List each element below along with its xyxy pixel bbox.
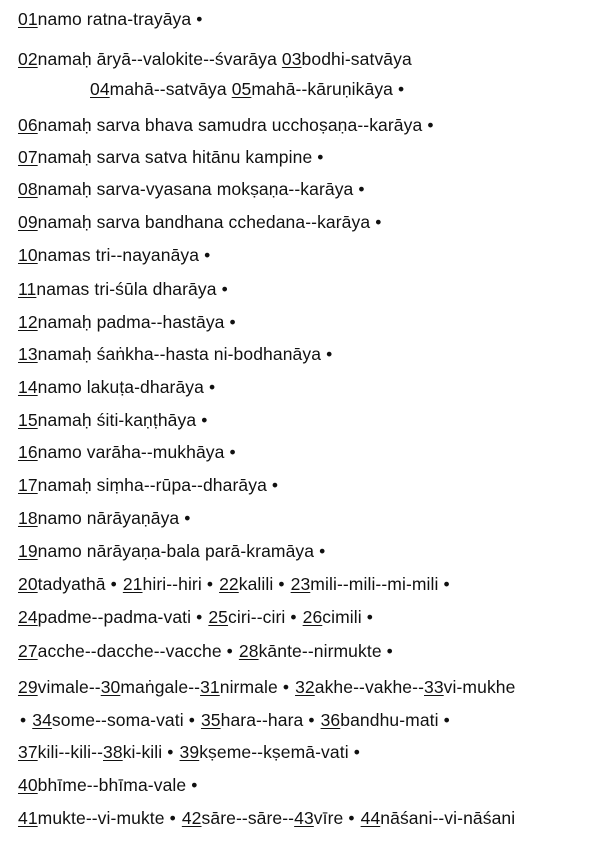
verse-text: mahā--kāruṇikāya: [251, 79, 394, 99]
verse-number: 21: [122, 574, 143, 594]
separator-dot: •: [204, 245, 211, 265]
verse-number: 38: [103, 742, 123, 762]
separator-dot: •: [206, 574, 214, 594]
verse-number: 25: [208, 607, 229, 627]
verse-text: mili--mili--mi-mili: [310, 574, 439, 594]
verse-line: [18, 709, 451, 731]
verse-number: 11: [18, 279, 37, 299]
verse-text: namo ratna-trayāya: [37, 9, 192, 29]
separator-dot: •: [443, 574, 450, 594]
verse-line: [18, 807, 515, 829]
verse-number: 26: [302, 607, 323, 627]
verse-number: 31: [200, 677, 220, 697]
verse-text: mahā--satvāya: [109, 79, 232, 99]
separator-dot: •: [229, 312, 236, 332]
verse-text: maṅgale--: [120, 677, 201, 697]
verse-number: 17: [18, 475, 38, 495]
separator-dot: •: [308, 710, 315, 730]
verse-line: [18, 441, 237, 463]
verse-line: [18, 640, 394, 662]
verse-text: vi-mukhe: [443, 677, 516, 697]
verse-number: 12: [18, 312, 38, 332]
verse-text: namo varāha--mukhāya: [37, 442, 225, 462]
verse-number: 19: [18, 541, 38, 561]
verse-number: 34: [32, 710, 52, 730]
verse-text: cimili: [322, 607, 362, 627]
separator-dot: •: [375, 212, 382, 232]
verse-text: namo lakuṭa-dharāya: [37, 377, 204, 397]
separator-dot: •: [110, 574, 117, 594]
verse-number: 44: [360, 808, 381, 828]
verse-text: namaḥ sarva-vyasana mokṣaṇa--karāya: [37, 179, 354, 199]
verse-text: namaḥ āryā--valokite--śvarāya: [37, 49, 282, 69]
separator-dot: •: [208, 377, 216, 397]
verse-text: akhe--vakhe--: [314, 677, 424, 697]
verse-text: bhīme--bhīma-vale: [37, 775, 187, 795]
verse-text: sāre--sāre--: [201, 808, 295, 828]
separator-dot: •: [229, 442, 236, 462]
verse-number: 30: [100, 677, 121, 697]
separator-dot: •: [282, 677, 290, 697]
verse-line: [18, 8, 203, 30]
separator-dot: •: [169, 808, 176, 828]
verse-text: hiri--hiri: [142, 574, 202, 594]
verse-line: [18, 606, 374, 628]
verse-number: 05: [231, 79, 252, 99]
verse-number: 08: [18, 179, 38, 199]
separator-dot: •: [226, 641, 233, 661]
verse-text: namaḥ siṃha--rūpa--dharāya: [37, 475, 267, 495]
verse-line: [18, 343, 333, 365]
verse-number: 09: [18, 212, 38, 232]
verse-number: 33: [424, 677, 444, 697]
separator-dot: •: [278, 574, 285, 594]
verse-text: namaḥ śiti-kaṇṭhāya: [37, 410, 197, 430]
verse-line: [18, 409, 208, 431]
verse-text: namo nārāyaṇa-bala parā-kramāya: [37, 541, 315, 561]
verse-line: [18, 573, 451, 595]
verse-line: [18, 376, 216, 398]
verse-number: 41: [18, 808, 38, 828]
verse-number: 29: [18, 677, 38, 697]
verse-line: [18, 114, 435, 136]
verse-number: 23: [290, 574, 311, 594]
verse-text: nirmale: [219, 677, 278, 697]
verse-number: 37: [18, 742, 38, 762]
verse-text: ki-kili: [122, 742, 163, 762]
separator-dot: •: [353, 742, 360, 762]
verse-line: [18, 774, 198, 796]
separator-dot: •: [196, 607, 203, 627]
verse-number: 27: [18, 641, 38, 661]
verse-number: 36: [320, 710, 341, 730]
verse-number: 07: [18, 147, 38, 167]
separator-dot: •: [443, 710, 450, 730]
verse-number: 32: [295, 677, 315, 697]
verse-line: [18, 146, 325, 168]
verse-number: 04: [90, 79, 110, 99]
separator-dot: •: [184, 508, 191, 528]
separator-dot: •: [427, 115, 434, 135]
verse-line: [18, 244, 211, 266]
verse-text: vīre: [313, 808, 344, 828]
verse-number: 42: [181, 808, 202, 828]
verse-number: 10: [18, 245, 38, 265]
separator-dot: •: [271, 475, 279, 495]
verse-line: [18, 211, 382, 233]
verse-text: kili--kili--: [37, 742, 104, 762]
verse-number: 13: [18, 344, 38, 364]
verse-text: kānte--nirmukte: [258, 641, 382, 661]
separator-dot: •: [386, 641, 393, 661]
verse-number: 22: [219, 574, 239, 594]
verse-text: tadyathā: [37, 574, 106, 594]
separator-dot: •: [188, 710, 195, 730]
verse-text: padme--padma-vati: [37, 607, 192, 627]
separator-dot: •: [366, 607, 374, 627]
verse-text: mukte--vi-mukte: [37, 808, 165, 828]
verse-number: 16: [18, 442, 38, 462]
verse-number: 43: [294, 808, 314, 828]
separator-dot: •: [191, 775, 198, 795]
verse-text: namas tri--nayanāya: [37, 245, 200, 265]
separator-dot: •: [167, 742, 174, 762]
verse-number: 24: [18, 607, 38, 627]
separator-dot: •: [317, 147, 324, 167]
verse-line: [90, 78, 405, 100]
separator-dot: •: [20, 710, 27, 730]
separator-dot: •: [201, 410, 208, 430]
verse-number: 40: [18, 775, 38, 795]
verse-number: 35: [200, 710, 221, 730]
separator-dot: •: [326, 344, 333, 364]
verse-number: 39: [179, 742, 200, 762]
separator-dot: •: [348, 808, 355, 828]
verse-text: namaḥ sarva satva hitānu kampine: [37, 147, 313, 167]
verse-number: 14: [18, 377, 38, 397]
verse-text: namas tri-śūla dharāya: [36, 279, 217, 299]
verse-text: namaḥ padma--hastāya: [37, 312, 225, 332]
separator-dot: •: [398, 79, 405, 99]
verse-number: 18: [18, 508, 38, 528]
verse-line: [18, 278, 229, 300]
verse-number: 15: [18, 410, 38, 430]
separator-dot: •: [290, 607, 297, 627]
verse-text: namo nārāyaṇāya: [37, 508, 180, 528]
verse-line: [18, 178, 366, 200]
verse-text: hara--hara: [220, 710, 304, 730]
verse-text: kṣeme--kṣemā-vati: [199, 742, 349, 762]
verse-number: 03: [281, 49, 302, 69]
verse-text: namaḥ sarva bandhana cchedana--karāya: [37, 212, 371, 232]
separator-dot: •: [221, 279, 228, 299]
verse-text: ciri--ciri: [228, 607, 286, 627]
verse-number: 01: [18, 9, 38, 29]
separator-dot: •: [196, 9, 203, 29]
verse-line: [18, 507, 192, 529]
verse-text: some--soma-vati: [51, 710, 184, 730]
verse-text: nāśani--vi-nāśani: [380, 808, 516, 828]
verse-number: 06: [18, 115, 38, 135]
verse-text: vimale--: [37, 677, 101, 697]
verse-text: namaḥ śaṅkha--hasta ni-bodhanāya: [37, 344, 322, 364]
verse-line: [18, 741, 361, 763]
verse-line: [18, 311, 237, 333]
verse-number: 28: [238, 641, 259, 661]
verse-number: 02: [18, 49, 38, 69]
verse-text: acche--dacche--vacche: [37, 641, 222, 661]
verse-text: kalili: [238, 574, 274, 594]
verse-line: [18, 540, 326, 562]
verse-line: [18, 676, 515, 698]
verse-number: 20: [18, 574, 38, 594]
verse-line: [18, 48, 412, 70]
verse-text: bodhi-satvāya: [301, 49, 412, 69]
verse-text: namaḥ sarva bhava samudra ucchoṣaṇa--karāya: [37, 115, 423, 135]
verse-line: [18, 474, 279, 496]
verse-text: bandhu-mati: [340, 710, 439, 730]
separator-dot: •: [358, 179, 365, 199]
separator-dot: •: [319, 541, 326, 561]
